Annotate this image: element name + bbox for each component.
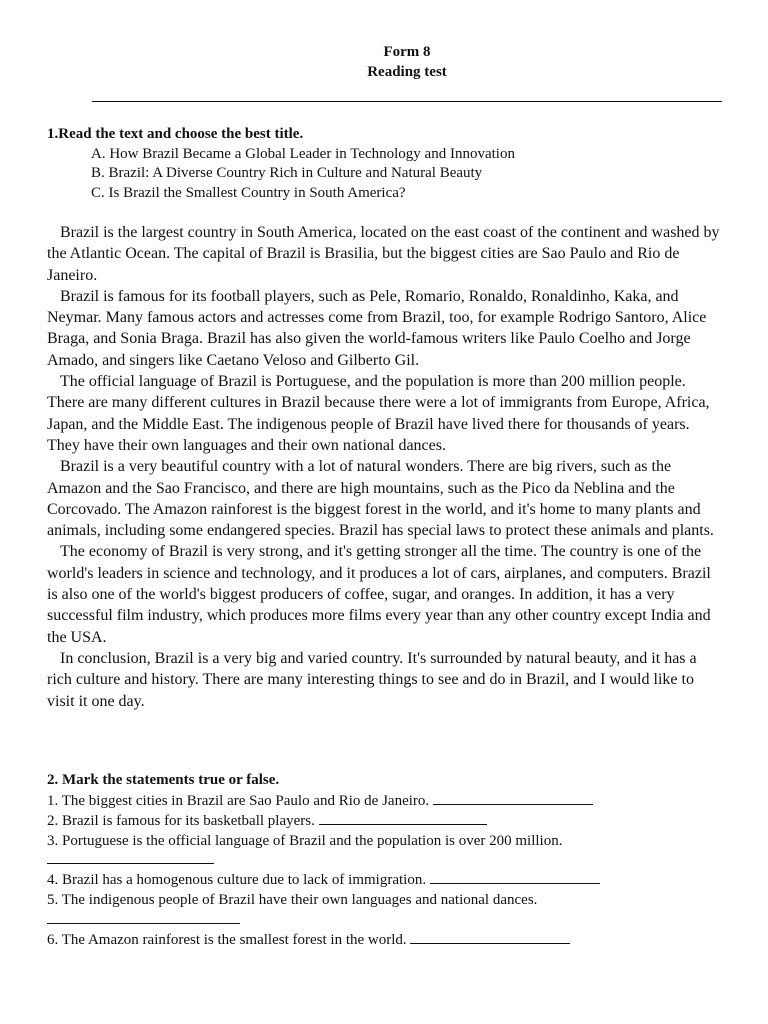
statement-text: 6. The Amazon rainforest is the smallest forest in the world. bbox=[47, 931, 407, 948]
passage-paragraph: Brazil is a very beautiful country with a lot of natural wonders. There are big rivers, such as the Amazon and the Sao Francisco, and there are high mountains, such as the Pico da Neblina and the Corcovado. The Amazon rainforest is the biggest forest in the world, and it's home to many plants and animals, including some endangered species. Brazil has special laws to protect these animals and plants. bbox=[47, 458, 714, 540]
passage-paragraph: In conclusion, Brazil is a very big and varied country. It's surrounded by natural beauty, and it has a rich culture and history. There are many interesting things to see and do in Brazil, and I would like to visit it one day. bbox=[47, 649, 697, 710]
answer-blank[interactable] bbox=[410, 930, 570, 944]
statement-3 bbox=[47, 832, 727, 852]
answer-blank[interactable] bbox=[319, 811, 487, 825]
statement-text: 5. The indigenous people of Brazil have their own languages and national dances. bbox=[47, 891, 538, 908]
statement-text: 3. Portuguese is the official language of Brazil and the population is over 200 million. bbox=[47, 832, 563, 849]
answer-blank[interactable] bbox=[430, 870, 600, 884]
statement-1 bbox=[47, 791, 727, 812]
answer-blank[interactable] bbox=[47, 851, 214, 864]
answer-blank[interactable] bbox=[433, 791, 593, 805]
passage-paragraph: Brazil is famous for its football players, such as Pele, Romario, Ronaldo, Ronaldinho, Kaka, and Neymar. Many famous actors and actresses come from Brazil, too, for example Rodrigo Santoro, Alice Braga, and Sonia Braga. Brazil has also given the world-famous writers like Paulo Coelho and Jorge Amado, and singers like Caetano Veloso and Gilberto Gil. bbox=[47, 287, 707, 369]
question-1 bbox=[47, 125, 727, 203]
page-title: Reading test bbox=[367, 64, 447, 80]
question-2-heading: 2. Mark the statements true or false. bbox=[47, 772, 280, 788]
passage-paragraph: The official language of Brazil is Portuguese, and the population is more than 200 million people. There are many different cultures in Brazil because there were a lot of immigrants from Europe, Africa, Japan, and the Middle East. The indigenous people of Brazil have lived there for thousands of years. They have their own languages and their own national dances. bbox=[47, 373, 710, 454]
question-1-heading: 1.Read the text and choose the best title. bbox=[47, 126, 304, 142]
statement-text: 4. Brazil has a homogenous culture due to lack of immigration. bbox=[47, 872, 427, 889]
statement-text: 2. Brazil is famous for its basketball players. bbox=[47, 813, 315, 830]
question-2 bbox=[47, 771, 727, 950]
statement-6 bbox=[47, 930, 727, 951]
form-number: Form 8 bbox=[383, 44, 431, 60]
option-b: B. Brazil: A Diverse Country Rich in Culture and Natural Beauty bbox=[91, 165, 483, 181]
option-c: C. Is Brazil the Smallest Country in South America? bbox=[91, 184, 406, 201]
statement-2 bbox=[47, 811, 727, 832]
passage-paragraph: The economy of Brazil is very strong, and it's getting stronger all the time. The country is one of the world's leaders in science and technology, and it produces a lot of cars, airplanes, and computers. Brazil is also one of the world's biggest producers of coffee, sugar, and oranges. In addition, it has a very successful film industry, which produces more films every year than any other country except India and the USA. bbox=[47, 543, 711, 646]
option-a: A. How Brazil Became a Global Leader in Technology and Innovation bbox=[91, 145, 515, 162]
statement-text: 1. The biggest cities in Brazil are Sao Paulo and Rio de Janeiro. bbox=[47, 792, 430, 809]
passage-paragraph: Brazil is the largest country in South America, located on the east coast of the continent and washed by the Atlantic Ocean. The capital of Brazil is Brasilia, but the biggest cities are Sao Paulo and Rio de Janeiro. bbox=[47, 224, 720, 284]
statement-4 bbox=[47, 870, 727, 891]
header-divider bbox=[92, 101, 722, 102]
header bbox=[0, 42, 768, 82]
answer-blank[interactable] bbox=[47, 911, 240, 924]
reading-passage bbox=[47, 222, 725, 712]
statement-5 bbox=[47, 891, 727, 911]
